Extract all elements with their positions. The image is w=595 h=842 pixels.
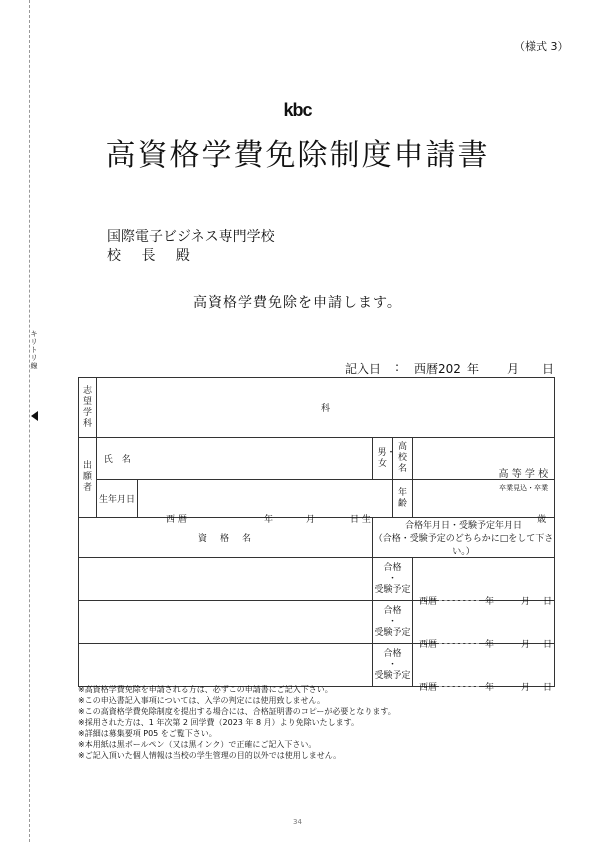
note-item: ※ご記入頂いた個人情報は当校の学生管理の目的以外では使用しません。 <box>78 751 342 760</box>
request-statement: 高資格学費免除を申請します。 <box>193 295 402 311</box>
qualification-name-input[interactable] <box>79 558 373 601</box>
row-month: 月 <box>521 597 531 607</box>
status-scheduled: 受験予定 <box>374 584 411 595</box>
status-dot: ・ <box>387 616 397 627</box>
department-label: 志望学科 <box>82 385 92 429</box>
age-label: 年齢 <box>397 487 407 509</box>
status-select[interactable] <box>373 558 413 601</box>
high-school-input[interactable] <box>413 438 555 492</box>
qualification-name-input[interactable] <box>79 601 373 644</box>
age-suffix: 歳 <box>537 514 547 525</box>
birth-era: 西 暦 <box>166 514 187 525</box>
addressee-principal: 校 長 殿 <box>107 248 198 264</box>
entry-date-label: 記入日 <box>345 362 382 376</box>
note-item: ※高資格学費免除を申請される方は、必ずこの申請書にご記入下さい。 <box>78 685 333 694</box>
birth-year: 年 <box>264 514 274 525</box>
date-header-2: （合格・受験予定のどちらかに□をして下さい。） <box>373 534 554 557</box>
department-input[interactable] <box>97 378 555 438</box>
row-month: 月 <box>521 683 531 693</box>
note-item: ※本用紙は黒ボールペン（又は黒インク）で正確にご記入下さい。 <box>78 740 317 749</box>
row-year: 年 <box>485 640 495 650</box>
applicant-label: 出願者 <box>82 461 92 493</box>
graduation-status: 卒業見込・卒業 <box>499 483 549 492</box>
date-header-1: 合格年月日・受験予定年月日 <box>405 521 523 531</box>
status-dot: ・ <box>387 573 397 584</box>
row-date-blank <box>439 642 479 644</box>
status-scheduled: 受験予定 <box>374 670 411 681</box>
entry-date-day: 日 <box>542 362 555 376</box>
row-month: 月 <box>521 640 531 650</box>
entry-date-year: 年 <box>467 362 480 376</box>
page-title: 高資格学費免除制度申請書 <box>105 138 490 173</box>
gender-select[interactable] <box>373 438 396 480</box>
cut-arrow-icon <box>31 411 38 421</box>
birth-day: 日 生 <box>350 514 371 525</box>
birth-month: 月 <box>306 514 316 525</box>
note-item: ※詳細は募集要項 P05 をご覧下さい。 <box>78 729 217 738</box>
status-pass: 合格 <box>383 648 402 659</box>
kbc-logo: kbc <box>283 100 312 120</box>
entry-date-month: 月 <box>507 362 520 376</box>
name-label: 氏 名 <box>97 438 138 480</box>
note-item: ※この申込書記入事項については、入学の判定には使用致しません。 <box>78 696 326 705</box>
row-date-blank <box>439 685 479 687</box>
high-school-label-cell <box>393 438 413 480</box>
high-school-label: 高校名 <box>397 442 407 474</box>
gender-options: 男・女 <box>377 447 396 469</box>
form-number: （様式 3） <box>514 40 569 53</box>
qualification-name-input[interactable] <box>79 644 373 687</box>
entry-date-colon: : <box>395 360 400 374</box>
status-pass: 合格 <box>383 605 402 616</box>
row-day: 日 <box>543 683 553 693</box>
status-select[interactable] <box>373 644 413 687</box>
department-label-cell <box>79 378 97 438</box>
note-item: ※採用された方は、1 年次第 2 回学費（2023 年 8 月）より免除いたします。 <box>78 718 359 727</box>
row-era: 西暦 <box>419 683 438 693</box>
cut-line-label: キリトリ線 <box>30 330 38 370</box>
high-school-suffix: 高 等 学 校 <box>498 468 549 480</box>
qualification-row <box>79 558 555 601</box>
status-select[interactable] <box>373 601 413 644</box>
row-year: 年 <box>485 597 495 607</box>
cut-line <box>29 0 30 842</box>
qualification-row <box>79 644 555 687</box>
notes-list <box>78 684 396 761</box>
birthdate-input[interactable] <box>138 480 393 525</box>
status-pass: 合格 <box>383 562 402 573</box>
page-number: 34 <box>293 818 302 826</box>
row-day: 日 <box>543 597 553 607</box>
row-date-blank <box>439 599 479 601</box>
note-item: ※この高資格学費免除制度を提出する場合には、合格証明書のコピーが必要となります。 <box>78 707 396 716</box>
name-input[interactable] <box>138 438 373 480</box>
qualification-header: 資 格 名 <box>79 518 373 558</box>
status-scheduled: 受験予定 <box>374 627 411 638</box>
row-day: 日 <box>543 640 553 650</box>
birthdate-label: 生年月日 <box>97 480 138 518</box>
row-era: 西暦 <box>419 640 438 650</box>
qualification-date-input[interactable] <box>413 558 555 607</box>
department-suffix: 科 <box>321 404 331 414</box>
row-year: 年 <box>485 683 495 693</box>
status-dot: ・ <box>387 659 397 670</box>
age-label-cell <box>393 480 413 518</box>
addressee-school: 国際電子ビジネス専門学校 <box>107 229 275 245</box>
row-era: 西暦 <box>419 597 438 607</box>
applicant-label-cell <box>79 438 97 518</box>
date-header-cell <box>373 518 555 558</box>
entry-date-era: 西暦202 <box>414 362 461 376</box>
qualification-row <box>79 601 555 644</box>
